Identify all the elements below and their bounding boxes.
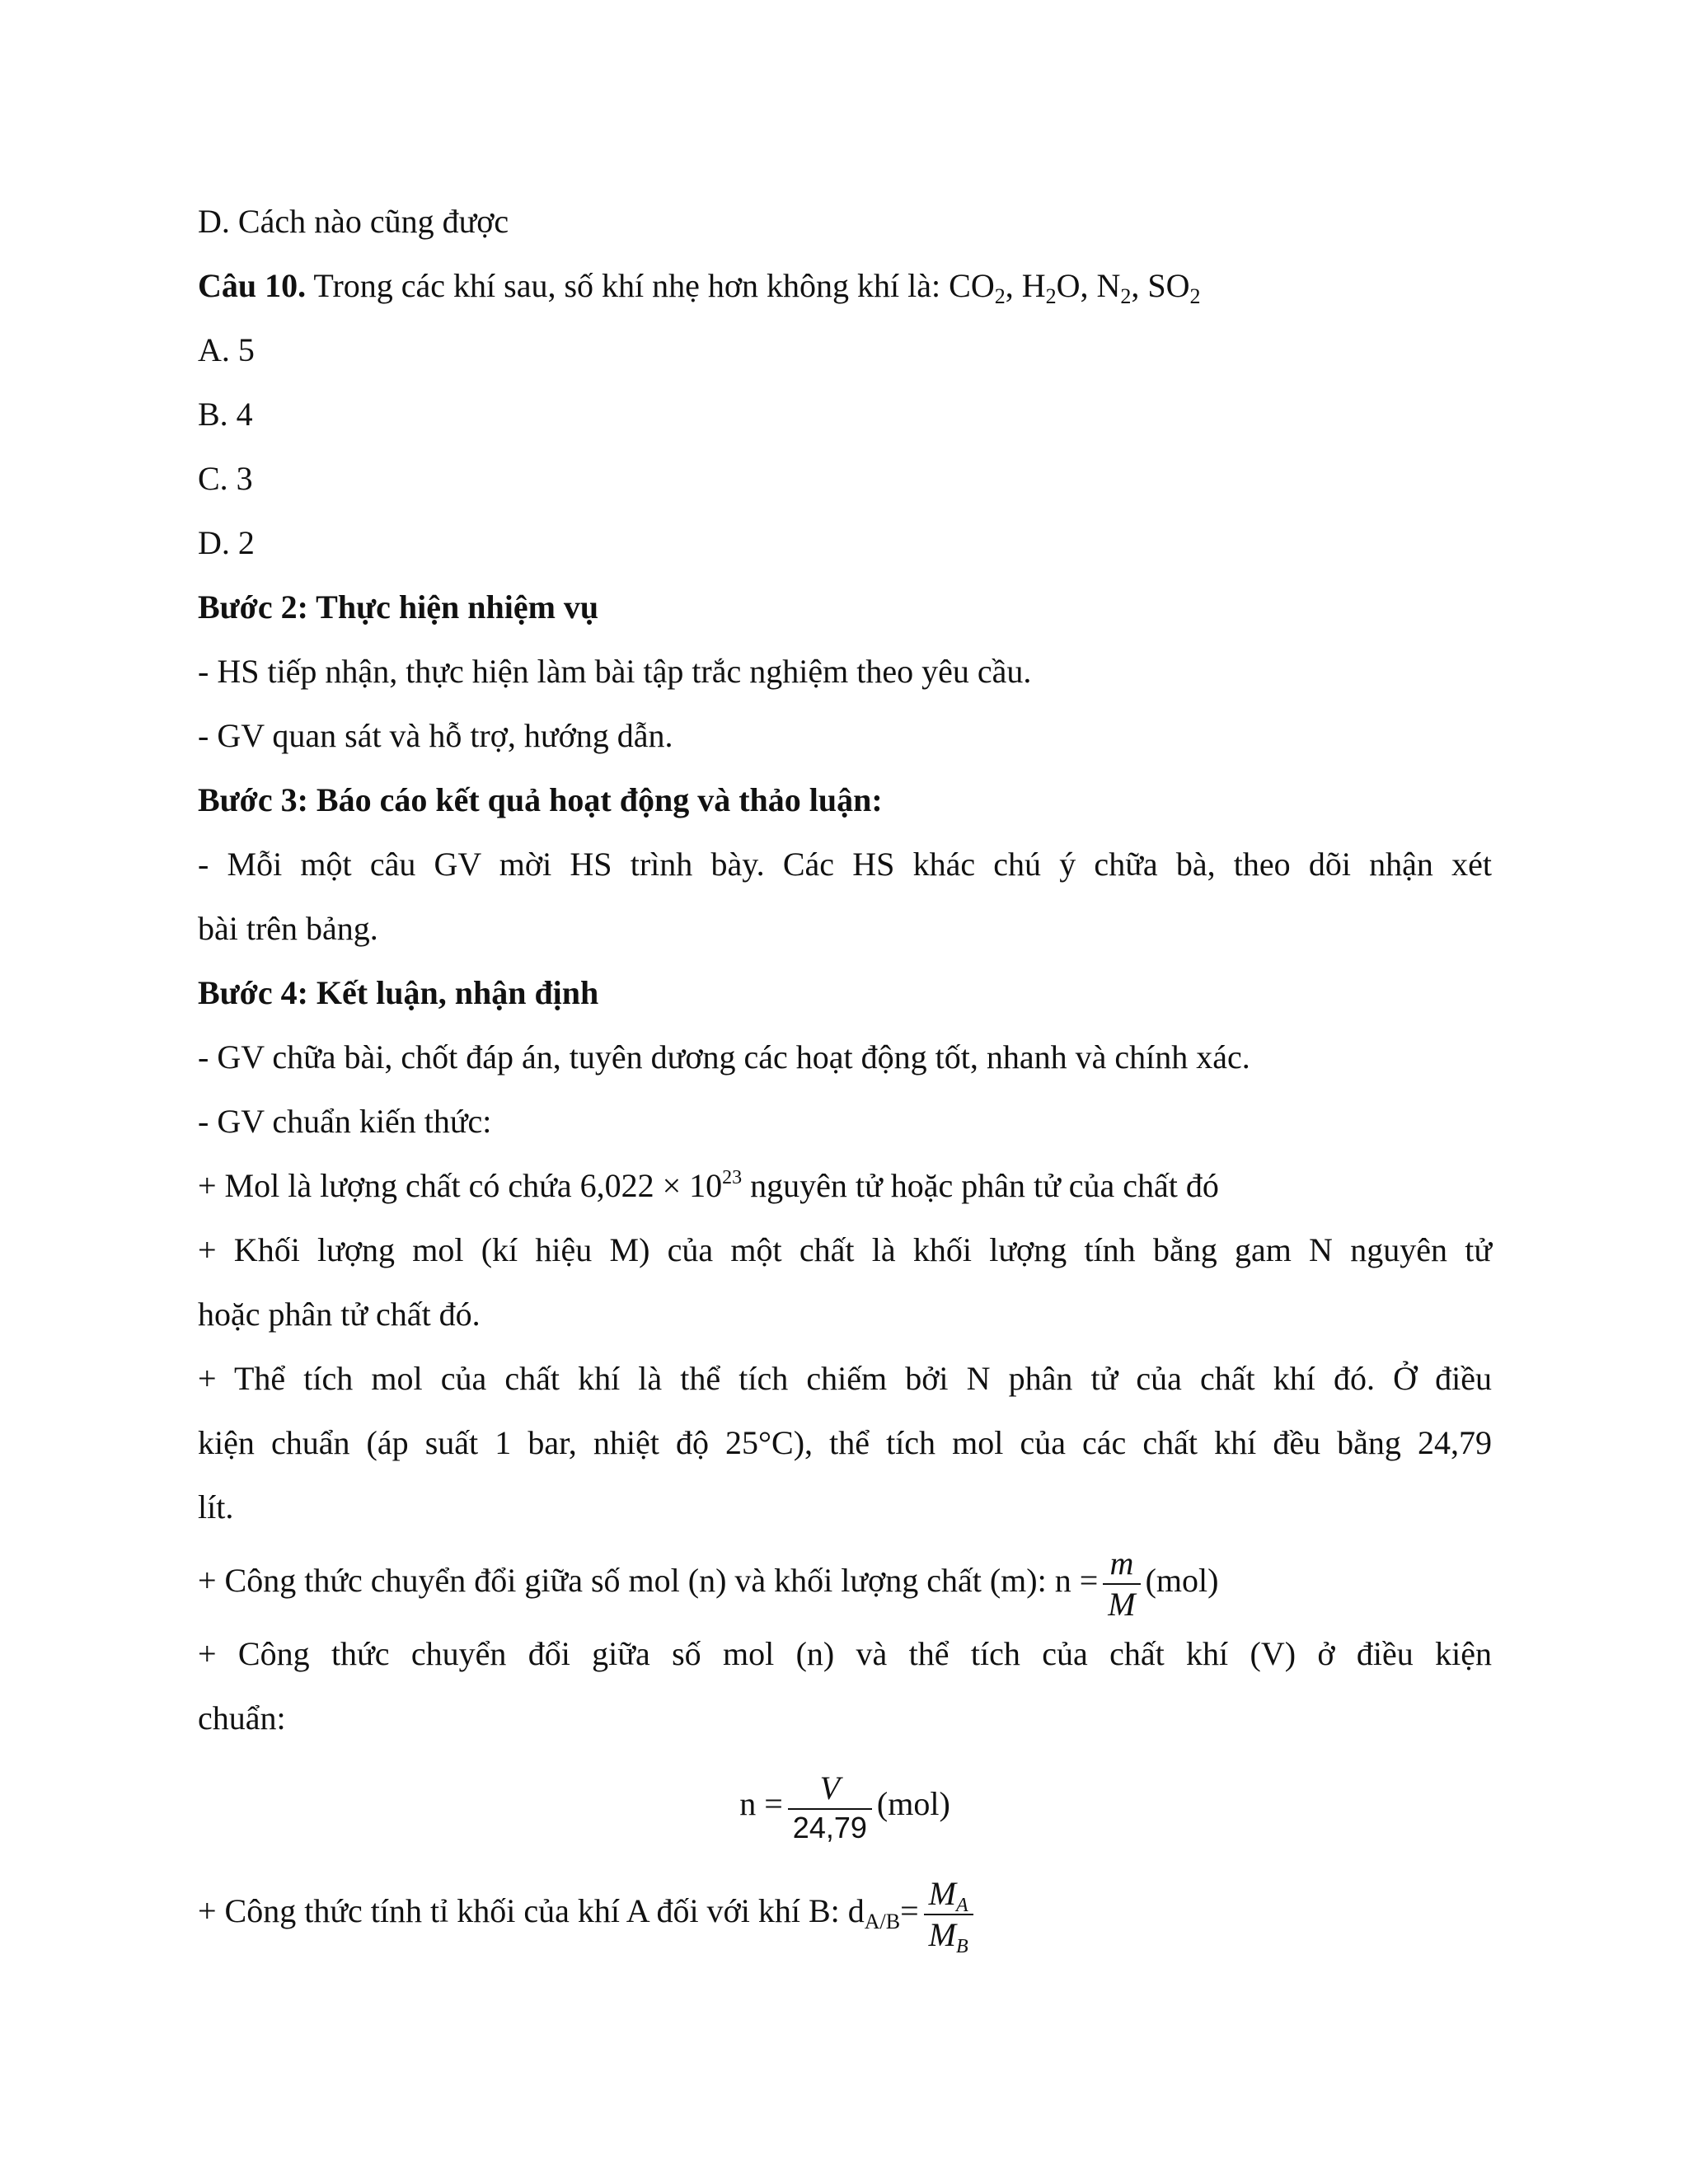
question-10-text: O, N (1056, 267, 1121, 304)
formula-text: + Công thức chuyển đổi giữa số mol (n) và khối lượng chất (m): n = (198, 1562, 1099, 1599)
formula-density-ratio (198, 1858, 1492, 1965)
answer-option-a: A. 5 (198, 331, 255, 368)
formula-text: + Công thức tính tỉ khối của khí A đối với khí B: d (198, 1892, 865, 1929)
step-2-line-2: - GV quan sát và hỗ trợ, hướng dẫn. (198, 717, 673, 754)
denominator-subscript: B (955, 1935, 968, 1957)
fraction-MA-over-MB (924, 1874, 973, 1957)
molar-volume-line-3: lít. (198, 1488, 234, 1526)
answer-option-b: B. 4 (198, 396, 253, 433)
fraction-denominator: 24,79 (792, 1810, 867, 1844)
question-10 (198, 254, 1492, 318)
step-3-title: Bước 3: Báo cáo kết quả hoạt động và thảo luận: (198, 781, 883, 818)
question-10-text: , H (1005, 267, 1046, 304)
step-3-line-1: - Mỗi một câu GV mời HS trình bày. Các HS khác chú ý chữa bà, theo dõi nhận xét (198, 846, 1492, 883)
molar-mass-line-2: hoặc phân tử chất đó. (198, 1296, 481, 1333)
formula-unit: (mol) (876, 1785, 950, 1822)
molar-volume-line-1: + Thể tích mol của chất khí là thể tích chiếm bởi N phân tử của chất khí đó. Ở điều (198, 1360, 1492, 1397)
step-2-heading (198, 575, 1492, 640)
step-2-title: Bước 2: Thực hiện nhiệm vụ (198, 588, 599, 626)
answer-option-d: D. 2 (198, 524, 255, 561)
fraction-denominator (924, 1915, 973, 1957)
formula-unit: (mol) (1145, 1562, 1219, 1599)
molar-volume-line-2: kiện chuẩn (áp suất 1 bar, nhiệt độ 25°C), thể tích mol của các chất khí đều bằng 24,79 (198, 1424, 1492, 1461)
denominator-symbol: M (928, 1915, 956, 1953)
fraction-numerator: V (788, 1772, 872, 1810)
mol-definition-text: + Mol là lượng chất có chứa 6,022 × 10 (198, 1167, 723, 1204)
step-4-line-1: - GV chữa bài, chốt đáp án, tuyên dương các hoạt động tốt, nhanh và chính xác. (198, 1038, 1250, 1076)
question-10-text: Trong các khí sau, số khí nhẹ hơn không khí là: CO (306, 267, 995, 304)
subscript: 2 (994, 284, 1006, 308)
step-4-heading (198, 961, 1492, 1025)
fraction-denominator: M (1108, 1585, 1136, 1623)
superscript: 23 (722, 1167, 743, 1188)
formula-volume-equation (198, 1750, 1492, 1858)
step-2-line-1: - HS tiếp nhận, thực hiện làm bài tập trắc nghiệm theo yêu cầu. (198, 653, 1032, 690)
step-4-line-2: - GV chuẩn kiến thức: (198, 1103, 492, 1140)
numerator-symbol: M (928, 1874, 956, 1912)
formula-volume-line-2: chuẩn: (198, 1699, 286, 1736)
step-3-line-2: bài trên bảng. (198, 910, 378, 947)
answer-option-c: C. 3 (198, 460, 253, 497)
fraction-V-over-24-79 (788, 1769, 872, 1844)
mol-definition (198, 1154, 1492, 1218)
fraction-numerator (924, 1874, 973, 1916)
subscript: 2 (1189, 284, 1201, 308)
subscript: 2 (1045, 284, 1057, 308)
formula-volume-line-1: + Công thức chuyển đổi giữa số mol (n) và thể tích của chất khí (V) ở điều kiện (198, 1635, 1492, 1672)
step-3-heading (198, 768, 1492, 832)
question-10-text: , SO (1131, 267, 1190, 304)
molar-mass-line-1: + Khối lượng mol (kí hiệu M) của một chất là khối lượng tính bằng gam N nguyên tử (198, 1231, 1492, 1268)
formula-lhs: n = (739, 1785, 783, 1822)
mol-definition-text: nguyên tử hoặc phân tử của chất đó (742, 1167, 1219, 1204)
subscript: 2 (1120, 284, 1132, 308)
document-page (198, 190, 1492, 1965)
answer-option-d-previous: D. Cách nào cũng được (198, 203, 509, 240)
subscript: A/B (864, 1910, 901, 1933)
fraction-m-over-M (1103, 1544, 1140, 1623)
question-10-label: Câu 10. (198, 267, 307, 304)
formula-mass-mol (198, 1540, 1492, 1622)
fraction-numerator: m (1103, 1547, 1140, 1585)
formula-equals: = (900, 1892, 919, 1929)
step-4-title: Bước 4: Kết luận, nhận định (198, 974, 599, 1011)
numerator-subscript: A (955, 1894, 968, 1916)
